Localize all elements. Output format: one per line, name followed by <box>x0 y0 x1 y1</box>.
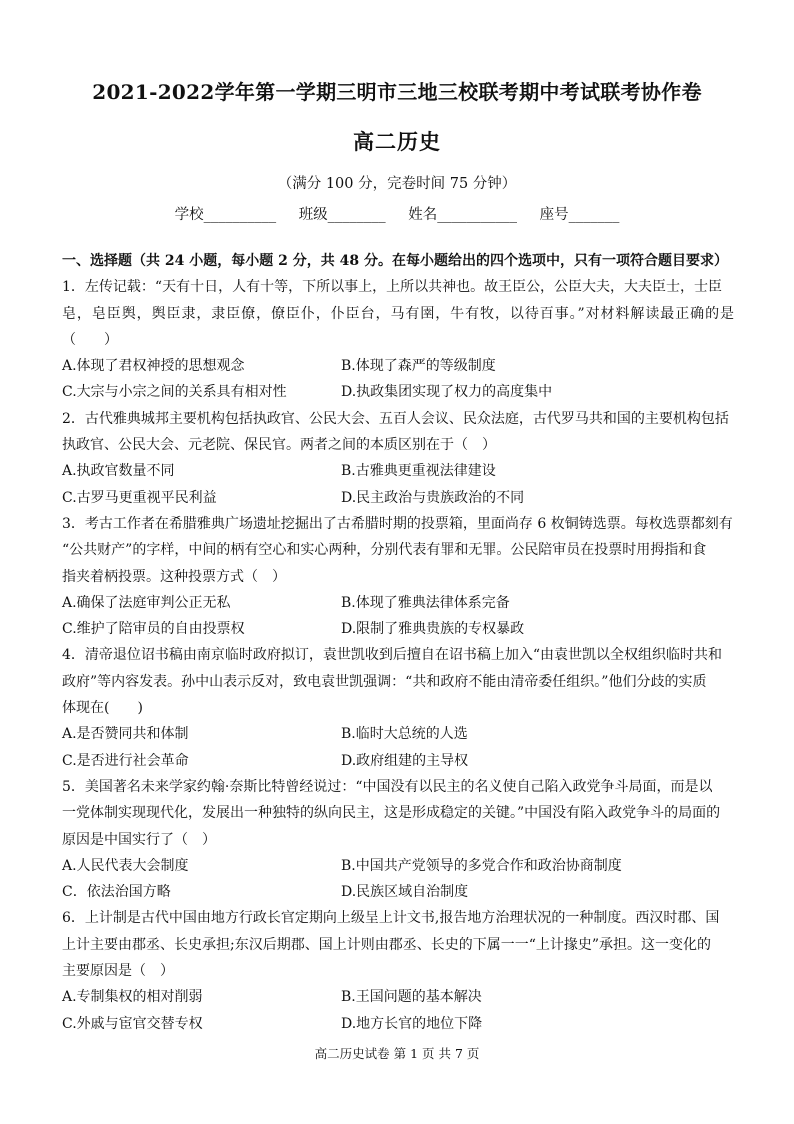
option-d: D.民族区域自治制度 <box>341 884 469 901</box>
option-row <box>62 458 734 484</box>
section-heading: 一、选择题（共 24 小题，每小题 2 分，共 48 分。在每小题给出的四个选项中，只有一项符合题目要求） <box>62 253 728 269</box>
question-line: 2．古代雅典城邦主要机构包括执政官、公民大会、五百人会议、民众法庭，古代罗马共和国的主要机构包括 <box>62 410 729 427</box>
question-5 <box>62 774 734 905</box>
option-c: C.大宗与小宗之间的关系具有相对性 <box>62 384 287 401</box>
option-a: A.专制集权的相对削弱 <box>62 989 203 1006</box>
option-c: C.是否进行社会革命 <box>62 752 189 769</box>
option-row <box>62 721 734 747</box>
student-info-row <box>0 203 794 224</box>
option-d: D.民主政治与贵族政治的不同 <box>341 489 525 506</box>
question-line: 原因是中国实行了（ ） <box>62 831 216 848</box>
option-d: D.执政集团实现了权力的高度集中 <box>341 384 553 401</box>
option-row <box>62 379 734 405</box>
school-field: 学校__________ <box>174 207 277 223</box>
option-b: B.体现了森严的等级制度 <box>341 358 496 375</box>
option-c: C.维护了陪审员的自由投票权 <box>62 621 245 638</box>
option-b: B.体现了雅典法律体系完备 <box>341 594 510 611</box>
option-row <box>62 748 734 774</box>
option-row <box>62 485 734 511</box>
question-1 <box>62 274 734 405</box>
class-field: 班级________ <box>298 207 386 223</box>
option-b: B.临时大总统的人选 <box>341 726 468 743</box>
option-d: D.政府组建的主导权 <box>341 752 469 769</box>
option-row <box>62 879 734 905</box>
question-line: 4．清帝退位诏书稿由南京临时政府拟订，袁世凯收到后擅自在诏书稿上加入“由袁世凯以全权组织临时共和 <box>62 647 723 664</box>
question-line: 5．美国著名未来学家约翰·奈斯比特曾经说过：“中国没有以民主的名义使自己陷入政党争斗局面，而是以 <box>62 778 713 795</box>
question-line: 执政官、公民大会、元老院、保民官。两者之间的本质区别在于（ ） <box>62 437 496 454</box>
option-row <box>62 616 734 642</box>
question-line: 皂，皂臣舆，舆臣隶，隶臣僚，僚臣仆，仆臣台，马有圉，牛有牧，以待百事。”对材料解读最正确的是（ ） <box>62 305 734 348</box>
option-c: C.外戚与宦官交替专权 <box>62 1015 203 1032</box>
option-a: A.执政官数量不同 <box>62 463 175 480</box>
option-c: C．依法治国方略 <box>62 884 171 901</box>
option-a: A.体现了君权神授的思想观念 <box>62 358 245 375</box>
question-line: 一党体制实现现代化，发展出一种独特的纵向民主，这是形成稳定的关键。”中国没有陷入政党争斗的局面的 <box>62 805 721 822</box>
question-4 <box>62 642 734 773</box>
option-row <box>62 590 734 616</box>
question-content <box>62 248 734 1037</box>
question-line: 3．考古工作者在希腊雅典广场遗址挖掘出了古希腊时期的投票箱，里面尚存 6 枚铜铸选票。每枚选票都刻有 <box>62 515 733 532</box>
option-b: B.中国共产党领导的多党合作和政治协商制度 <box>341 857 622 874</box>
question-2 <box>62 406 734 511</box>
question-line: 指夹着柄投票。这种投票方式（ ） <box>62 568 286 585</box>
exam-title: 2021-2022学年第一学期三明市三地三校联考期中考试联考协作卷 <box>92 80 702 104</box>
page-footer: 高二历史试卷 第 1 页 共 7 页 <box>314 1046 480 1061</box>
option-a: A.确保了法庭审判公正无私 <box>62 594 231 611</box>
exam-info: （满分 100 分，完卷时间 75 分钟） <box>277 176 517 192</box>
question-3 <box>62 511 734 642</box>
option-row <box>62 353 734 379</box>
option-d: D.限制了雅典贵族的专权暴政 <box>341 621 525 638</box>
option-a: A.人民代表大会制度 <box>62 857 189 874</box>
option-row <box>62 1011 734 1037</box>
option-d: D.地方长官的地位下降 <box>341 1015 483 1032</box>
question-line: 上计主要由郡丞、长史承担;东汉后期郡、国上计则由郡丞、长史的下属一一“上计掾史”承担。这一变化的 <box>62 936 712 953</box>
question-line: 体现在( ) <box>62 700 143 717</box>
name-field: 姓名___________ <box>408 207 518 223</box>
seat-field: 座号_______ <box>539 207 620 223</box>
option-a: A.是否赞同共和体制 <box>62 726 189 743</box>
question-line: 政府”等内容发表。孙中山表示反对，致电袁世凯强调：“共和政府不能由清帝委任组织。”他们分歧的实质 <box>62 673 707 690</box>
question-line: “公共财产”的字样，中间的柄有空心和实心两种，分别代表有罪和无罪。公民陪审员在投票时用拇指和食 <box>62 542 707 559</box>
option-b: B.古雅典更重视法律建设 <box>341 463 496 480</box>
option-c: C.古罗马更重视平民利益 <box>62 489 217 506</box>
question-line: 主要原因是（ ） <box>62 963 174 980</box>
option-row <box>62 853 734 879</box>
question-line: 1．左传记载：“天有十日，人有十等，下所以事上，上所以共神也。故王臣公，公臣大夫，大夫臣士，士臣 <box>62 279 723 296</box>
exam-subject: 高二历史 <box>353 129 441 154</box>
question-line: 6．上计制是古代中国由地方行政长官定期向上级呈上计文书,报告地方治理状况的一种制度。西汉时郡、国 <box>62 910 720 927</box>
option-b: B.王国问题的基本解决 <box>341 989 482 1006</box>
question-6 <box>62 905 734 1036</box>
option-row <box>62 984 734 1010</box>
